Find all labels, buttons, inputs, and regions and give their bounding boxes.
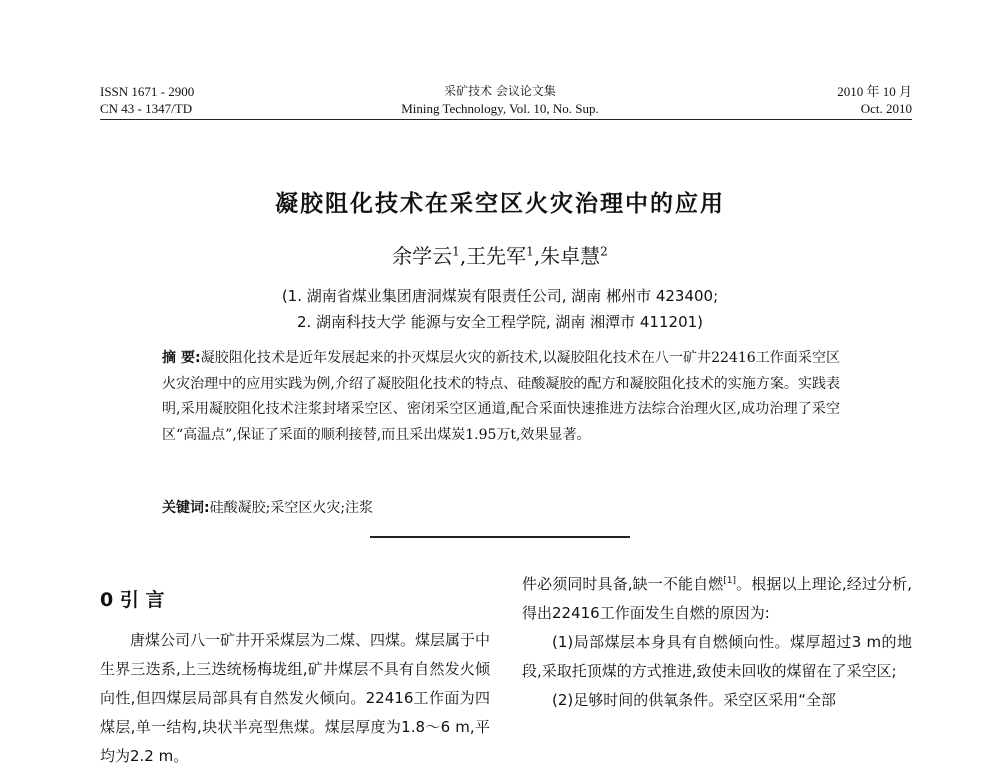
affiliation-1: (1. 湖南省煤业集团唐洞煤炭有限责任公司, 湖南 郴州市 423400;	[281, 287, 719, 305]
author-separator: ,	[459, 244, 467, 268]
header-rule	[100, 119, 912, 120]
date-en: Oct. 2010	[860, 101, 912, 116]
abstract-label: 摘 要:	[162, 350, 201, 366]
section-heading: 0 引 言	[100, 589, 165, 611]
header-center	[350, 83, 650, 117]
author-affil-mark: 1	[526, 244, 534, 259]
cn-number: CN 43 - 1347/TD	[100, 101, 193, 116]
journal-name-cn: 采矿技术 会议论文集	[444, 84, 556, 98]
journal-name-en: Mining Technology, Vol. 10, No. Sup.	[401, 101, 599, 116]
author-separator: ,	[533, 244, 541, 268]
issn: ISSN 1671 - 2900	[100, 84, 195, 99]
header-left	[100, 83, 194, 117]
citation-ref: [1]	[723, 576, 737, 586]
paper-title: 凝胶阻化技术在采空区火灾治理中的应用	[275, 191, 725, 217]
author-name: 朱卓慧	[540, 244, 601, 268]
keywords-text: 硅酸凝胶;采空区火灾;注浆	[209, 500, 374, 516]
author-name: 余学云	[392, 244, 453, 268]
left-column	[100, 626, 490, 771]
date-cn: 2010 年 10 月	[837, 84, 912, 99]
author-list	[0, 240, 1000, 269]
header-right	[700, 83, 912, 117]
right-paragraph-1	[522, 567, 912, 628]
right-p1-text-a: 件必须同时具备,缺一不能自燃	[522, 575, 724, 593]
right-paragraph-3: (2)足够时间的供氧条件。采空区采用“全部	[552, 691, 837, 709]
keywords	[162, 497, 373, 517]
abstract	[162, 346, 840, 448]
author-name: 王先军	[466, 244, 527, 268]
intro-paragraph: 唐煤公司八一矿井开采煤层为二煤、四煤。煤层属于中生界三迭系,上三迭统杨梅垅组,矿井煤层不具有自然发火倾向性,但四煤层局部具有自然发火倾向。22416工作面为四煤层,单一结构,块状半亮型焦煤。煤层厚度为1.8～6 m,平均为2.2 m。	[100, 631, 491, 765]
author-affil-mark: 1	[452, 244, 460, 259]
abstract-text: 凝胶阻化技术是近年发展起来的扑灭煤层火灾的新技术,以凝胶阻化技术在八一矿井22416工作面采空区火灾治理中的应用实践为例,介绍了凝胶阻化技术的特点、硅酸凝胶的配方和凝胶阻化技术的实施方案。实践表明,采用凝胶阻化技术注浆封堵采空区、密闭采空区通道,配合采面快速推进方法综合治理火区,成功治理了采空区“高温点”,保证了采面的顺利接替,而且采出煤炭1.95万t,效果显著。	[162, 350, 840, 443]
right-paragraph-2: (1)局部煤层本身具有自燃倾向性。煤厚超过3 m的地段,采取托顶煤的方式推进,致使未回收的煤留在了采空区;	[522, 633, 912, 680]
author-affil-mark: 2	[600, 244, 608, 259]
right-p1-text-b: 。根据以上理论,经过分析,得出22416工作面发生自燃的原因为:	[522, 575, 912, 622]
right-column	[522, 567, 912, 715]
affiliation-2: 2. 湖南科技大学 能源与安全工程学院, 湖南 湘潭市 411201)	[296, 313, 704, 331]
abstract-divider	[370, 536, 630, 538]
keywords-label: 关键词:	[162, 500, 210, 516]
